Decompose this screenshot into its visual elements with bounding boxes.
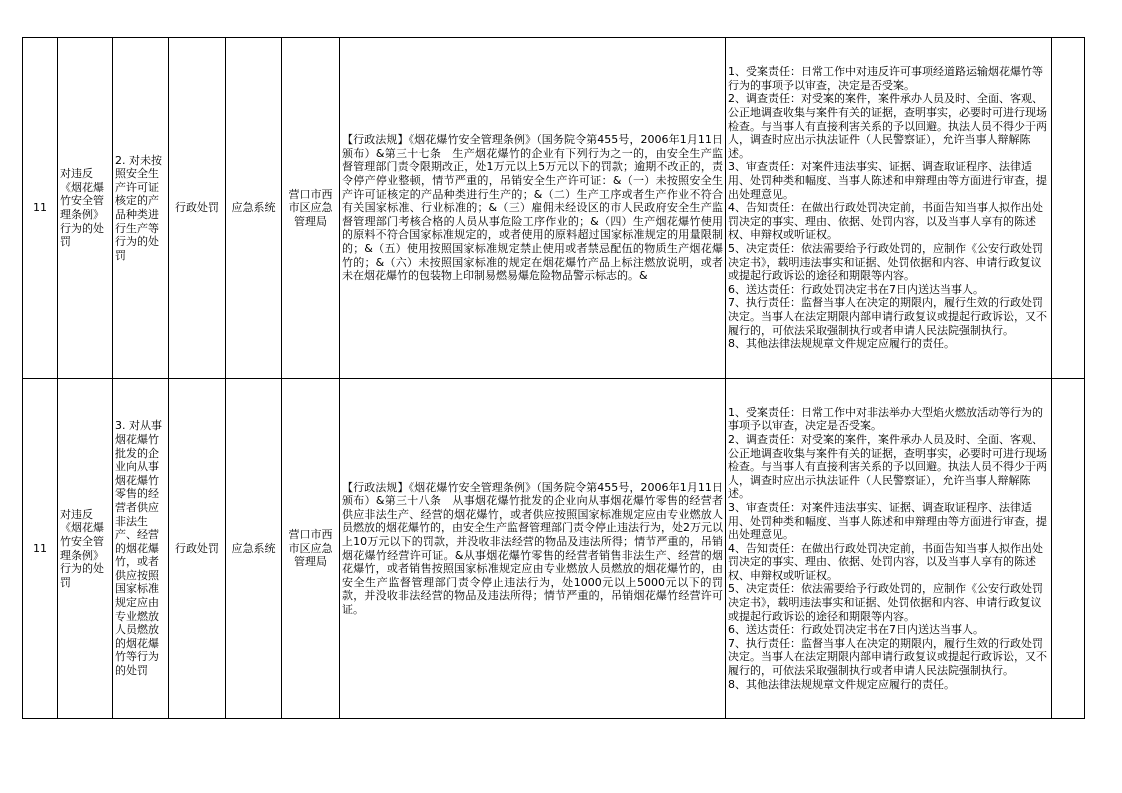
item-name: 对违反《烟花爆竹安全管理条例》行为的处罚 bbox=[58, 379, 113, 719]
remark bbox=[1052, 38, 1085, 379]
responsibility: 1、受案责任：日常工作中对违反许可事项经道路运输烟花爆竹等行为的事项予以审查，决定是否受案。 2、调查责任：对受案的案件，案件承办人员及时、全面、客观、公正地调查收集与案件有关的证据，查明事实，必要时可进行现场检查。与当事人有直接利害关系的予以回避。执法人员不得少于两人，调查时应出示执法证件（人民警察证），允许当事人辩解陈述。 3、审查责任：对案件违法事实、证据、调查取证程序、法律适用、处罚种类和幅度、当事人陈述和申辩理由等方面进行审查，提出处理意见。 4、告知责任：在做出行政处罚决定前，书面告知当事人拟作出处罚决定的事实、理由、依据、处罚内容，以及当事人享有的陈述权、申辩权或听证权。 5、决定责任：依法需要给予行政处罚的，应制作《公安行政处罚决定书》，载明违法事实和证据、处罚依据和内容、申请行政复议或提起行政诉讼的途径和期限等内容。 6、送达责任：行政处罚决定书在7日内送达当事人。 7、执行责任：监督当事人在决定的期限内，履行生效的行政处罚决定。当事人在法定期限内部申请行政复议或提起行政诉讼，又不履行的，可依法采取强制执行或者申请人民法院强制执行。 8、其他法律法规规章文件规定应履行的责任。 bbox=[726, 38, 1052, 379]
system-name: 应急系统 bbox=[226, 38, 282, 379]
legal-basis: 【行政法规】《烟花爆竹安全管理条例》（国务院令第455号，2006年1月11日颁布）&第三十八条 从事烟花爆竹批发的企业向从事烟花爆竹零售的经营者供应非法生产、经营的烟花爆竹，或者供应按照国家标准规定应由专业燃放人员燃放的烟花爆竹的，由安全生产监督管理部门责令停止违法行为，处2万元以上10万元以下的罚款，并没收非法经营的物品及违法所得；情节严重的，吊销烟花爆竹经营许可证。&从事烟花爆竹零售的经营者销售非法生产、经营的烟花爆竹，或者销售按照国家标准规定应由专业燃放人员燃放的烟花爆竹的，由安全生产监督管理部门责令停止违法行为，处1000元以上5000元以下的罚款，并没收非法经营的物品及违法所得；情节严重的，吊销烟花爆竹经营许可证。 bbox=[340, 379, 726, 719]
table-row bbox=[23, 379, 1085, 719]
responsibility: 1、受案责任：日常工作中对非法举办大型焰火燃放活动等行为的事项予以审查，决定是否受案。 2、调查责任：对受案的案件，案件承办人员及时、全面、客观、公正地调查收集与案件有关的证据，查明事实，必要时可进行现场检查。与当事人有直接利害关系的予以回避。执法人员不得少于两人，调查时应出示执法证件（人民警察证），允许当事人辩解陈述。 3、审查责任：对案件违法事实、证据、调查取证程序、法律适用、处罚种类和幅度、当事人陈述和申辩理由等方面进行审查，提出处理意见。 4、告知责任：在做出行政处罚决定前，书面告知当事人拟作出处罚决定的事实、理由、依据、处罚内容，以及当事人享有的陈述权、申辩权或听证权。 5、决定责任：依法需要给予行政处罚的，应制作《公安行政处罚决定书》，载明违法事实和证据、处罚依据和内容、申请行政复议或提起行政诉讼的途径和期限等内容。 6、送达责任：行政处罚决定书在7日内送达当事人。 7、执行责任：监督当事人在决定的期限内，履行生效的行政处罚决定。当事人在法定期限内部申请行政复议或提起行政诉讼，又不履行的，可依法采取强制执行或者申请人民法院强制执行。 8、其他法律法规规章文件规定应履行的责任。 bbox=[726, 379, 1052, 719]
row-number: 11 bbox=[23, 38, 58, 379]
item-name: 对违反《烟花爆竹安全管理条例》行为的处罚 bbox=[58, 38, 113, 379]
system-name: 应急系统 bbox=[226, 379, 282, 719]
legal-basis: 【行政法规】《烟花爆竹安全管理条例》（国务院令第455号，2006年1月11日颁布）&第三十七条 生产烟花爆竹的企业有下列行为之一的，由安全生产监督管理部门责令限期改正，处1万元以上5万元以下的罚款；逾期不改正的，责令停产停业整顿，情节严重的，吊销安全生产许可证：&（一）未按照安全生产许可证核定的产品种类进行生产的；&（二）生产工序或者生产作业不符合有关国家标准、行业标准的；&（三）雇佣未经设区的市人民政府安全生产监督管理部门考核合格的人员从事危险工序作业的；&（四）生产烟花爆竹使用的原料不符合国家标准规定的，或者使用的原料超过国家标准规定的用量限制的；&（五）使用按照国家标准规定禁止使用或者禁忌配伍的物质生产烟花爆竹的；&（六）未按照国家标准的规定在烟花爆竹产品上标注燃放说明，或者未在烟花爆竹的包装物上印制易燃易爆危险物品警示标志的。& bbox=[340, 38, 726, 379]
table-row bbox=[23, 38, 1085, 379]
sub-item-name: 3. 对从事烟花爆竹批发的企业向从事烟花爆竹零售的经营者供应非法生产、经营的烟花爆竹，或者供应按照国家标准规定应由专业燃放人员燃放的烟花爆竹等行为的处罚 bbox=[113, 379, 169, 719]
power-list-table bbox=[22, 37, 1085, 719]
sub-item-name: 2. 对未按照安全生产许可证核定的产品种类进行生产等行为的处罚 bbox=[113, 38, 169, 379]
power-type: 行政处罚 bbox=[169, 379, 226, 719]
remark bbox=[1052, 379, 1085, 719]
department: 营口市西市区应急管理局 bbox=[282, 379, 340, 719]
department: 营口市西市区应急管理局 bbox=[282, 38, 340, 379]
row-number: 11 bbox=[23, 379, 58, 719]
power-type: 行政处罚 bbox=[169, 38, 226, 379]
